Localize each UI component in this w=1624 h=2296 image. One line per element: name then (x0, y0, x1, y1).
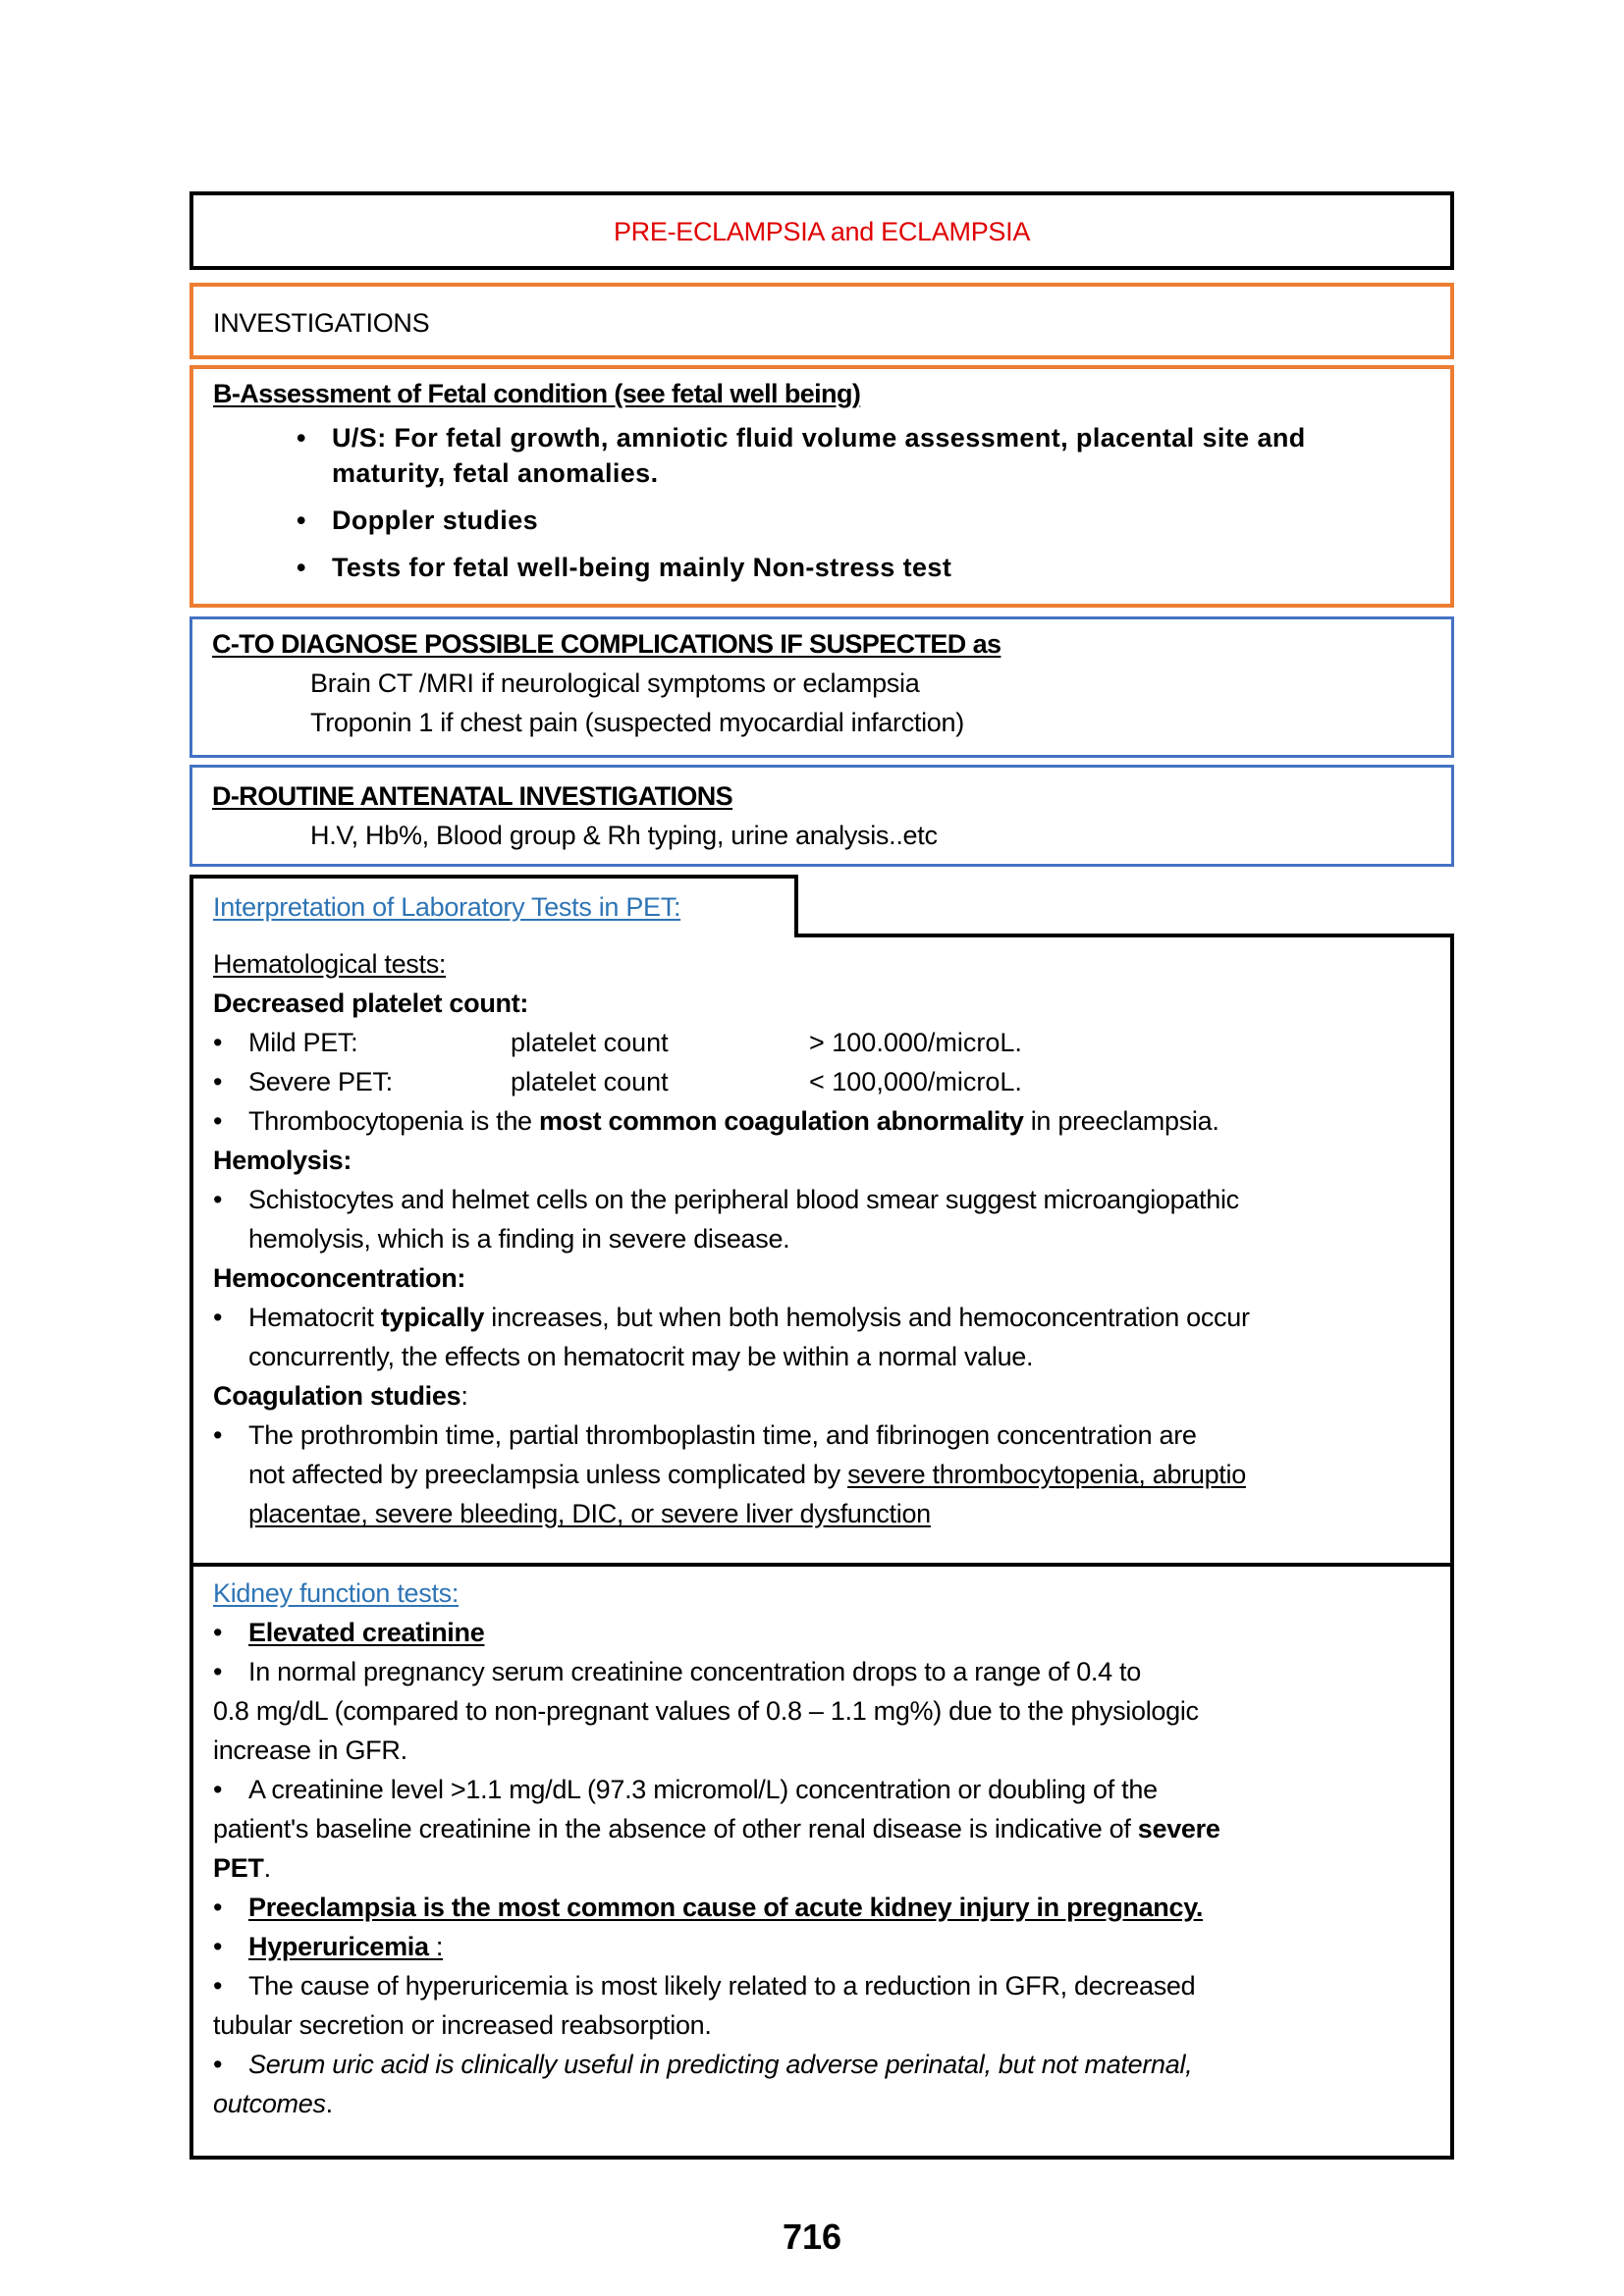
bullet: • (213, 1420, 223, 1450)
severity-label: Mild PET: (248, 1028, 358, 1057)
fetal-assessment-box (189, 365, 1454, 608)
complication-line: Troponin 1 if chest pain (suspected myocardial infarction) (310, 708, 964, 737)
normal-creatinine-line: 0.8 mg/dL (compared to non-pregnant values of 0.8 – 1.1 mg%) due to the physiologic (213, 1696, 1199, 1726)
bullet: • (213, 1618, 223, 1647)
text: outcomes (213, 2089, 326, 2118)
kidney-heading: Kidney function tests: (213, 1578, 460, 1608)
text: . (325, 2089, 333, 2118)
uric-acid-line (213, 2089, 333, 2119)
text: . (263, 1853, 271, 1883)
text: patient's baseline creatinine in the absence of other renal disease is indicative of (213, 1814, 1138, 1843)
bullet: • (213, 1775, 223, 1804)
list-item: • U/S: For fetal growth, amniotic fluid volume assessment, placental site and maturity, fetal anomalies. (297, 420, 1377, 491)
list-item: • Tests for fetal well-being mainly Non-stress test (297, 550, 1377, 585)
hemolysis-line: hemolysis, which is a finding in severe disease. (248, 1224, 790, 1254)
emphasis: most common coagulation abnormality (538, 1106, 1024, 1136)
bullet: • (213, 1932, 223, 1961)
measure-label: platelet count (511, 1067, 669, 1096)
complications-heading: C-TO DIAGNOSE POSSIBLE COMPLICATIONS IF SUSPECTED as (212, 629, 1001, 659)
coagulation-line: placentae, severe bleeding, DIC, or severe liver dysfunction (248, 1499, 931, 1528)
text: : (428, 1932, 444, 1961)
hyperuricemia-heading (248, 1932, 443, 1962)
underlined-text: severe thrombocytopenia, abruptio (847, 1460, 1246, 1489)
coagulation-line (248, 1460, 1246, 1490)
hemolysis-heading: Hemolysis: (213, 1146, 352, 1175)
fetal-heading: B-Assessment of Fetal condition (see fetal well being) (213, 379, 861, 408)
platelet-heading: Decreased platelet count: (213, 988, 529, 1018)
creatinine-level-line (213, 1814, 1220, 1844)
page-title: PRE-ECLAMPSIA and ECLAMPSIA (613, 217, 1031, 246)
text: Thrombocytopenia is the (248, 1106, 539, 1136)
interpretation-title: Interpretation of Laboratory Tests in PET: (213, 892, 681, 922)
severity-label: Severe PET: (248, 1067, 393, 1096)
bullet: • (213, 1303, 223, 1332)
elevated-creatinine: Elevated creatinine (248, 1618, 485, 1647)
complication-line: Brain CT /MRI if neurological symptoms or eclampsia (310, 668, 920, 698)
coagulation-heading (213, 1381, 468, 1412)
text: in preeclampsia. (1023, 1106, 1219, 1136)
emphasis: typically (380, 1303, 485, 1332)
hematological-heading: Hematological tests: (213, 949, 447, 979)
hyperuricemia-line: The cause of hyperuricemia is most likely related to a reduction in GFR, decreased (248, 1971, 1196, 2001)
list-item: • Doppler studies (297, 503, 1377, 538)
threshold-value: > 100.000/microL. (809, 1028, 1022, 1057)
section-label: INVESTIGATIONS (213, 308, 430, 338)
text: Hematocrit (248, 1303, 381, 1332)
coagulation-line: The prothrombin time, partial thromboplastin time, and fibrinogen concentration are (248, 1420, 1197, 1450)
emphasis: PET (213, 1853, 264, 1883)
bullet: • (213, 1893, 223, 1922)
title-box (189, 191, 1454, 270)
bullet: • (213, 1067, 223, 1096)
thrombocytopenia-text (248, 1106, 1219, 1137)
routine-line: H.V, Hb%, Blood group & Rh typing, urine analysis..etc (310, 821, 938, 850)
routine-box (189, 765, 1454, 867)
text: Coagulation studies (213, 1381, 461, 1411)
hematological-box (189, 934, 1454, 1567)
measure-label: platelet count (511, 1028, 669, 1057)
creatinine-level-line: A creatinine level >1.1 mg/dL (97.3 micromol/L) concentration or doubling of the (248, 1775, 1158, 1804)
routine-heading: D-ROUTINE ANTENATAL INVESTIGATIONS (212, 781, 733, 811)
hemoconcentration-line: concurrently, the effects on hematocrit may be within a normal value. (248, 1342, 1034, 1371)
normal-creatinine-line: increase in GFR. (213, 1735, 407, 1765)
bullet: • (213, 2050, 223, 2079)
kidney-box (189, 1563, 1454, 2160)
emphasis: severe (1137, 1814, 1220, 1843)
text: increases, but when both hemolysis and hemoconcentration occur (484, 1303, 1250, 1332)
hemoconcentration-heading: Hemoconcentration: (213, 1263, 466, 1293)
page-number: 716 (782, 2216, 842, 2257)
text: not affected by preeclampsia unless complicated by (248, 1460, 848, 1489)
interpretation-tab (189, 875, 798, 937)
bullet: • (213, 1971, 223, 2001)
complications-box (189, 616, 1454, 758)
creatinine-level-line (213, 1853, 271, 1884)
hemolysis-line: Schistocytes and helmet cells on the peripheral blood smear suggest microangiopathic (248, 1185, 1239, 1214)
bullet: • (213, 1106, 223, 1136)
hyperuricemia-line: tubular secretion or increased reabsorption. (213, 2010, 712, 2040)
fetal-list (297, 420, 1377, 597)
investigations-box (189, 283, 1454, 359)
text: Hyperuricemia (248, 1932, 429, 1961)
text: : (460, 1381, 468, 1411)
uric-acid-line: Serum uric acid is clinically useful in predicting adverse perinatal, but not maternal, (248, 2050, 1193, 2079)
normal-creatinine-line: In normal pregnancy serum creatinine concentration drops to a range of 0.4 to (248, 1657, 1141, 1686)
hemoconcentration-line (248, 1303, 1250, 1333)
aki-statement: Preeclampsia is the most common cause of acute kidney injury in pregnancy. (248, 1893, 1204, 1922)
bullet: • (213, 1028, 223, 1057)
bullet: • (213, 1657, 223, 1686)
bullet: • (213, 1185, 223, 1214)
threshold-value: < 100,000/microL. (809, 1067, 1022, 1096)
